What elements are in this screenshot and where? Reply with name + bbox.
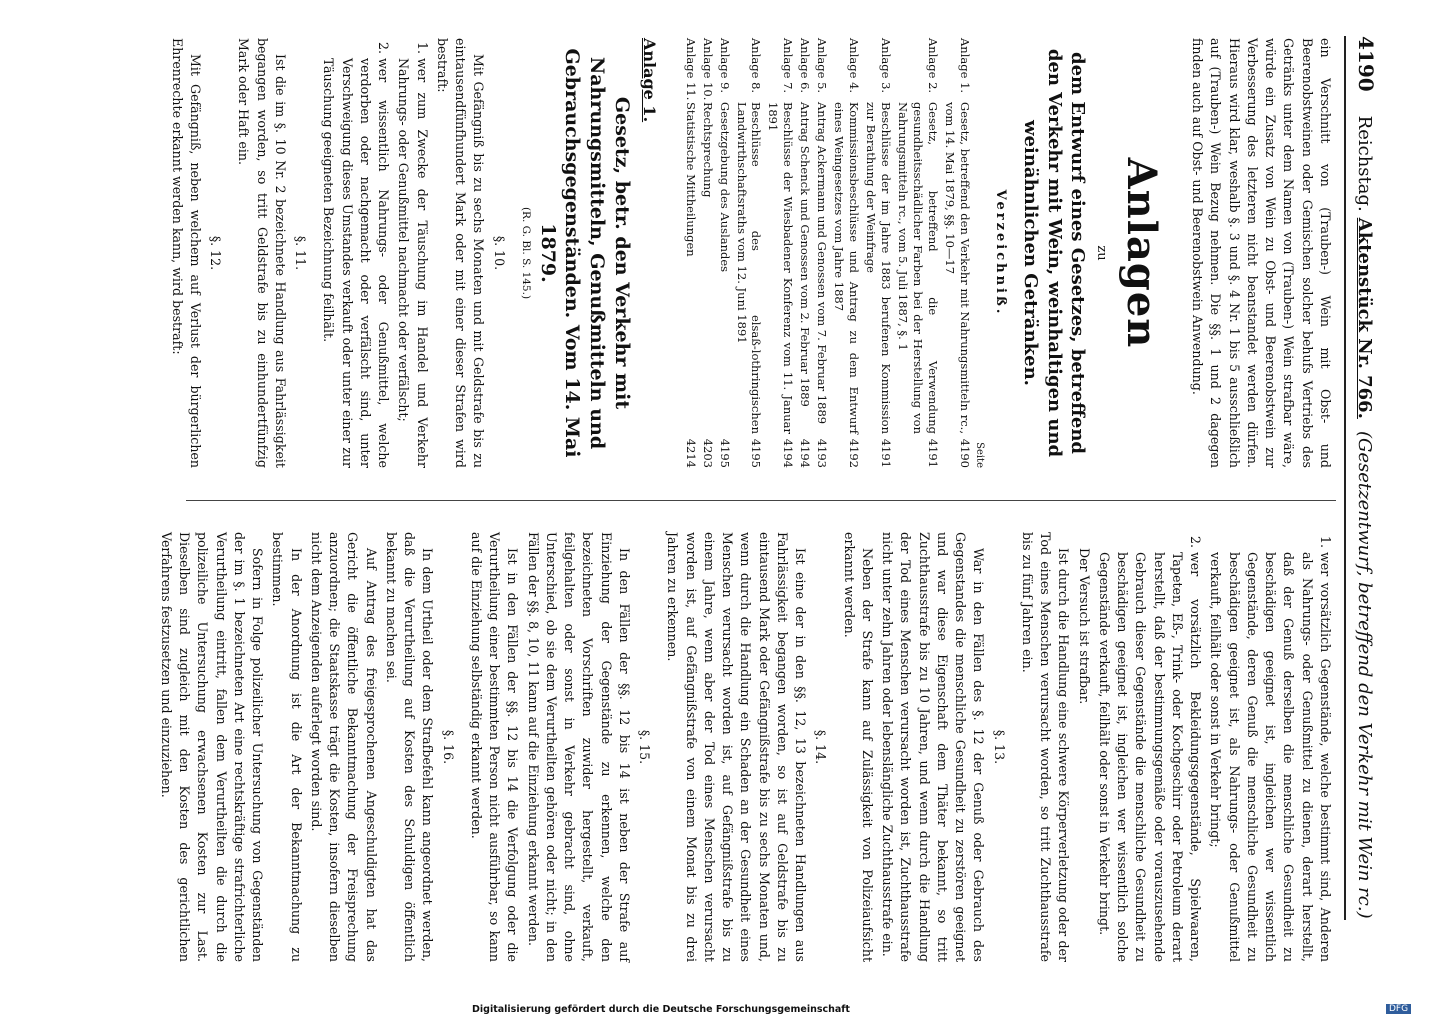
list-item: 1. wer vorsätzlich Gegenstände, welche bestimmt sind, Anderen als Nahrungs- oder Genußmittel zu dienen, derart herstellt, daß der Genuß derselben die menschliche Gesundheit zu beschädigen geeignet ist, ingleichen wer wissentlich Gegenstände, deren Genuß die menschliche Gesundheit zu beschädigen geeignet ist, als Nahrungs- oder Genußmittel verkauft, feilhält oder sonst in Verkehr bringt; [1206, 552, 1334, 962]
section-14-heading: §. 14. [813, 729, 829, 765]
toc-label: Anlage 7. [781, 38, 796, 94]
header-ref: Aktenstück Nr. 766. [1354, 217, 1375, 419]
toc-text: Statistische Mittheilungen [683, 102, 698, 257]
toc-page: 4191 [878, 438, 893, 468]
section-12-aggravation: Ist durch die Handlung eine schwere Körperverletzung oder der Tod eines Menschen verursacht worden, so tritt Zuchthausstrafe bis zu fünf Jahren ein. [1020, 532, 1072, 962]
toc-table [681, 38, 972, 468]
toc-label: Anlage 4. [847, 38, 862, 94]
seite-label: Seite [974, 442, 986, 468]
anlage1-label: Anlage 1. [639, 38, 659, 123]
section-10-heading: §. 10. [491, 235, 507, 271]
toc-page: 4191 [925, 438, 940, 468]
toc-row [763, 38, 795, 468]
dfg-logo: DFG [1386, 1004, 1411, 1014]
toc-row [893, 38, 940, 468]
left-column [165, 38, 1334, 468]
section-12-heading: §. 12. [208, 235, 224, 271]
toc-text: Antrag Ackermann und Genossen vom 7. Februar 1889 [815, 102, 830, 425]
section-11-heading: §. 11. [293, 235, 309, 271]
section-12-intro: Mit Gefängniß, neben welchem auf Verlust der bürgerlichen Ehrenrechte erkannt werden kann, wird bestraft: [169, 38, 203, 468]
section-15-heading: §. 15. [637, 729, 653, 765]
column-separator [186, 500, 1336, 501]
toc-page: 4195 [717, 438, 732, 468]
section-10-intro: Mit Gefängniß bis zu sechs Monaten und mit Geldstrafe bis zu eintausendfünfhundert Mark oder mit einer dieser Strafen wird bestraft: [434, 38, 487, 468]
toc-label: Anlage 2. [925, 38, 940, 94]
verzeichnis-heading: Verzeichniß. [992, 189, 1008, 317]
toc-text: Gesetz, betreffend die Verwendung gesundheitsschädlicher Farben bei der Herstellung von Nahrungsmitteln rc., vom 5. Juli 1887, §. 1 [895, 102, 940, 434]
digitization-footer [0, 974, 1432, 1015]
anlagen-subtitle: dem Entwurf eines Gesetzes, betreffend den Verkehr mit Wein, weinhaltigen und weinähnlichen Getränken. [1020, 48, 1089, 458]
section-13-text: War in den Fällen des §. 12 der Genuß oder Gebrauch des Gegenstandes die menschliche Gesundheit zu zerstören geeignet und war diese Eigenschaft dem Thäter bekannt, so tritt Zuchthausstrafe bis zu 10 Jahren, und wenn durch die Handlung der Tod eines Menschen verursacht worden ist, Zuchthausstrafe nicht unter zehn Jahren oder lebenslängliche Zuchthausstrafe ein. [880, 532, 987, 962]
toc-row [795, 38, 812, 468]
toc-page: 4214 [683, 438, 698, 468]
list-item: 2. wer vorsätzlich Bekleidungsgegenstände, Spielwaaren, Tapeten, Eß-, Trink- oder Kochgeschirr oder Petroleum derart herstellt, daß der bestimmungsgemäße oder vorauszusehende Gebrauch dieser Gegenstände die menschliche Gesundheit zu beschädigen geeignet ist, ingleichen wer wissentlich solche Gegenstände verkauft, feilhält oder sonst in Verkehr bringt. [1095, 552, 1205, 962]
toc-row [715, 38, 732, 468]
toc-page: 4194 [798, 438, 813, 468]
zu-label: zu [1094, 245, 1109, 261]
toc-label: Anlage 3. [878, 38, 893, 94]
running-header [1346, 36, 1378, 920]
toc-label: Anlage 10. [700, 38, 715, 101]
toc-page: 4193 [815, 438, 830, 468]
toc-label: Anlage 5. [815, 38, 830, 94]
toc-label: Anlage 8. [749, 38, 764, 94]
toc-label: Anlage 9. [717, 38, 732, 94]
right-column [155, 532, 1334, 962]
section-11-text: Ist die im §. 10 Nr. 2 bezeichnete Handlung aus Fahrlässigkeit begangen worden, so tritt Geldstrafe bis zu einhundertfünfzig Mark oder Haft ein. [236, 38, 288, 468]
list-item: 1. wer zum Zwecke der Täuschung im Handel und Verkehr Nahrungs- oder Genußmittel nachmacht oder verfälscht; [394, 58, 431, 468]
law-title: Gesetz, betr. den Verkehr mit Nahrungsmitteln, Genußmitteln und Gebrauchsgegenständen. Vom 14. Mai 1879. [536, 48, 633, 458]
toc-label: Anlage 6. [798, 38, 813, 94]
header-left: Reichstag. [1354, 115, 1375, 212]
list-item: 2. wer wissentlich Nahrungs- oder Genußmittel, welche verdorben oder nachgemacht oder verfälscht sind, unter Verschweigung dieses Umstandes verkauft oder unter einer zur Täuschung geeigneten Bezeichnung feilhält. [319, 58, 392, 468]
header-rule [1344, 36, 1346, 920]
intro-text: ein Verschnitt von (Trauben-) Wein mit Obst- und Beerenobstweinen oder Gemischen solcher behufs Vertriebs des Getränks unter dem Namen von (Trauben-) Wein strafbar wäre, würde ein Zusatz von Wein zu Obst- und Beerenobstwein zur Verbesserung des letzteren nicht beanstandet werden dürfen. Hieraus wird klar, weshalb §. 3 und §. 4 Nr. 1 bis 5 ausschließlich auf (Trauben-) Wein Bezug nehmen. Die §§. 1 und 2 dagegen finden auch auf Obst- und Beerenobstwein Anwendung. [1190, 38, 1333, 468]
toc-row [829, 38, 861, 468]
toc-text: Beschlüsse der im Jahre 1883 berufenen Kommission zur Berathung der Weinfrage [864, 102, 893, 434]
toc-text: Beschlüsse des elsaß-lothringischen Landwirthschaftsraths vom 12. Juni 1891 [734, 102, 764, 434]
toc-text: Rechtsprechung [700, 102, 715, 198]
toc-row [812, 38, 829, 468]
anlagen-title: Anlagen [1118, 157, 1165, 349]
toc-row [698, 38, 715, 468]
dfg-credit: Digitalisierung gefördert durch die Deutsche Forschungsgemeinschaft [472, 1004, 850, 1015]
toc-text: Kommissionsbeschlüsse und Antrag zu dem Entwurf eines Weingesetzes vom Jahre 1887 [832, 102, 862, 434]
law-reference: (R. G. Bl. S. 145.) [519, 206, 532, 300]
section-12-attempt: Der Versuch ist strafbar. [1076, 548, 1092, 705]
toc-page: 4190 [957, 438, 972, 468]
toc-page: 4195 [749, 438, 764, 468]
toc-row [681, 38, 698, 468]
toc-text: Beschlüsse der Wiesbadener Konferenz vom 11. Januar 1891 [766, 102, 796, 434]
toc-label: Anlage 11. [683, 38, 698, 101]
section-16-costs: Sofern in Folge polizeilicher Untersuchung von Gegenständen der im §. 1 bezeichneten Art eine rechtskräftige strafrichterliche Verurtheilung eintritt, fallen dem Verurtheilten die durch die polizeiliche Untersuchung erwachsenen Kosten zur Last. Dieselben sind zugleich mit den Kosten des gerichtlichen Verfahrens festzusetzen und einzuziehen. [159, 532, 266, 962]
section-16-heading: §. 16. [440, 729, 456, 765]
section-16-text: In dem Urtheil oder dem Strafbefehl kann angeordnet werden, daß die Verurtheilung auf Kosten des Schuldigen öffentlich bekannt zu machen sei. [384, 532, 436, 962]
toc-text: Antrag Schenck und Genossen vom 2. Februar 1889 [798, 102, 813, 407]
toc-text: Gesetzgebung des Auslandes [717, 102, 732, 273]
toc-row [732, 38, 764, 468]
toc-row [940, 38, 972, 468]
toc-row [861, 38, 893, 468]
section-13-heading: §. 13. [991, 729, 1007, 765]
section-16-manner: In der Anordnung ist die Art der Bekanntmachung zu bestimmen. [270, 532, 304, 962]
toc-page: 4203 [700, 438, 715, 468]
section-13-supervision: Neben der Strafe kann auf Zulässigkeit von Polizeiaufsicht erkannt werden. [841, 532, 875, 962]
header-subject: (Gesetzentwurf, betreffend den Verkehr mit Wein rc.) [1354, 430, 1375, 919]
toc-label: Anlage 1. [957, 38, 972, 94]
section-16-acquittal: Auf Antrag des freigesprochenen Angeschuldigten hat das Gericht die öffentliche Bekanntmachung der Freisprechung anzuordnen; die Staatskasse trägt die Kosten, insofern dieselben nicht dem Anzeigenden auferlegt worden sind. [309, 532, 379, 962]
section-14-text: Ist eine der in den §§. 12, 13 bezeichneten Handlungen aus Fahrlässigkeit begangen worden, so ist auf Geldstrafe bis zu eintausend Mark oder Gefängnißstrafe bis zu sechs Monaten und, wenn durch die Handlung ein Schaden an der Gesundheit eines Menschen verursacht worden ist, auf Gefängnißstrafe bis zu einem Jahre, wenn aber der Tod eines Menschen verursacht worden ist, auf Gefängnißstrafe von einem Monat bis zu drei Jahren zu erkennen. [665, 532, 809, 962]
toc-page: 4192 [847, 438, 862, 468]
section-15-independent: Ist in den Fällen der §§. 12 bis 14 die Verfolgung oder die Verurtheilung einer bestimmten Person nicht ausführbar, so kann auf die Einziehung selbständig erkannt werden. [469, 532, 521, 962]
page-number: 4190 [1354, 36, 1378, 92]
toc-page: 4194 [781, 438, 796, 468]
section-12-list [1095, 532, 1334, 962]
toc-text: Gesetz, betreffend den Verkehr mit Nahrungsmitteln rc., vom 14. Mai 1879, §§. 10—17 [942, 102, 972, 434]
section-15-text: In den Fällen der §§. 12 bis 14 ist neben der Strafe auf Einziehung der Gegenstände zu erkennen, welche den bezeichneten Vorschriften zuwider hergestellt, verkauft, feilgehalten oder sonst in Verkehr gebracht sind, ohne Unterschied, ob sie dem Verurtheilten gehören oder nicht; in den Fällen der §§. 8, 10, 11 kann auf die Einziehung erkannt werden. [525, 532, 632, 962]
section-10-list [319, 38, 431, 468]
